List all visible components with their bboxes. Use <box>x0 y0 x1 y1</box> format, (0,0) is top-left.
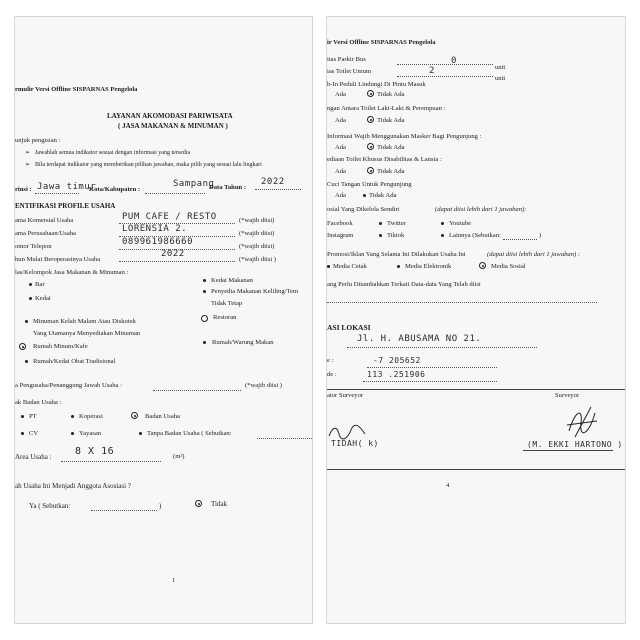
bullet-icon <box>71 432 74 435</box>
year-label: Data Tahun : <box>209 184 247 191</box>
promo-option[interactable]: Media Cetak <box>333 263 367 270</box>
category-option[interactable]: Restoran <box>213 314 237 321</box>
toilet-value: 2 <box>429 66 435 76</box>
option-tidak-ada[interactable]: Tidak Ada <box>369 192 397 199</box>
section-divider <box>327 389 626 390</box>
form-title: LAYANAN AKOMODASI PARIWISATA <box>107 112 233 120</box>
latitude-line <box>367 367 497 368</box>
category-option-cont: Tidak Tetap <box>211 300 243 307</box>
option-ada[interactable]: Ada <box>335 91 346 98</box>
verifier-label: ator Surveyor <box>327 392 364 399</box>
option-ada[interactable]: Ada <box>335 144 346 151</box>
selected-circle-icon[interactable] <box>479 262 486 269</box>
field-note: (*wajib diisi) <box>239 243 275 250</box>
parking-line <box>397 64 493 65</box>
category-option[interactable]: Kedai Makanan <box>211 277 253 284</box>
form-page-right <box>326 16 626 624</box>
longitude-value: 113 .251906 <box>367 370 426 379</box>
instruction-label: unjuk pengisian : <box>15 137 61 144</box>
latitude-label: e : <box>327 357 334 364</box>
legal-option[interactable]: Koperasi <box>79 413 103 420</box>
bullet-icon <box>21 415 24 418</box>
parking-unit: unit <box>495 64 506 71</box>
category-option[interactable]: Rumah Minum/Kafe <box>33 343 88 350</box>
field-label: ama Komersial Usaha <box>15 217 74 224</box>
assoc-yes-line <box>91 510 157 511</box>
social-other-close: ) <box>539 232 542 239</box>
gender-toilet-label: ngan Antara Toilet Laki-Laki & Perempuan : <box>327 105 446 112</box>
option-tidak-ada[interactable]: Tidak Ada <box>377 91 405 98</box>
option-tidak-ada[interactable]: Tidak Ada <box>377 168 405 175</box>
social-note: (dapat diisi lebih dari 1 jawaban): <box>435 206 527 213</box>
arrow-icon: ➢ <box>25 162 31 168</box>
surveyor-name: (M. EKKI HARTONO ) <box>527 440 623 449</box>
parking-label: itas Parkir Bus <box>327 56 366 63</box>
field-label: ama Perusahaan/Usaha <box>15 230 76 237</box>
bullet-icon <box>379 222 382 225</box>
toilet-label: ias Toilet Umum <box>327 68 372 75</box>
legal-other-line <box>257 438 312 439</box>
selected-circle-icon[interactable] <box>19 343 26 350</box>
disab-toilet-label: ediaan Toilet Khusus Disabilitas & Lansia : <box>327 156 442 163</box>
legal-option[interactable]: PT <box>29 413 37 420</box>
mask-info-label: Informasi Wajib Menggunakan Masker Bagi Pengunjung : <box>327 133 482 140</box>
selected-circle-icon[interactable] <box>367 90 374 97</box>
field-value: 2022 <box>161 249 185 259</box>
bullet-icon <box>203 279 206 282</box>
assoc-no-option[interactable]: Tidak <box>211 500 228 508</box>
option-ada[interactable]: Ada <box>335 168 346 175</box>
social-option[interactable]: Instagram <box>327 232 354 239</box>
legal-option[interactable]: Badan Usaha <box>145 413 180 420</box>
bullet-icon <box>327 265 330 268</box>
field-label: omor Telepon <box>15 243 52 250</box>
field-note: (*wajib diisi ) <box>239 256 276 263</box>
promo-note: (dapat diisi lebih dari 1 jawaban) : <box>487 251 581 258</box>
bullet-icon <box>29 297 32 300</box>
surveyor-signature <box>561 401 601 441</box>
bullet-icon <box>29 283 32 286</box>
latitude-value: -7 205652 <box>373 356 421 365</box>
bullet-icon <box>21 432 24 435</box>
selected-circle-icon[interactable] <box>367 116 374 123</box>
social-option[interactable]: Facebook <box>327 220 353 227</box>
selected-circle-icon[interactable] <box>195 500 202 507</box>
bullet-icon <box>379 234 382 237</box>
surveyor-name-line <box>523 450 613 451</box>
circle-icon[interactable] <box>201 315 208 322</box>
update-line <box>327 302 597 303</box>
address-line <box>347 347 537 348</box>
manager-note: (*wajib diisi ) <box>245 382 282 389</box>
instruction-1: Jawablah semua indikator sesuai dengan informasi yang tersedia <box>35 150 191 156</box>
social-label: osial Yang Dikelola Sendiri <box>327 206 400 213</box>
field-value: LORENSIA 2. <box>122 224 188 234</box>
address-value: Jl. H. ABUSAMA NO 21. <box>357 334 482 344</box>
option-tidak-ada[interactable]: Tidak Ada <box>377 117 405 124</box>
promo-label: Promosi/Iklan Yang Selama Ini Dilakukan Usaha Ini <box>327 251 466 258</box>
assoc-yes-option[interactable]: Ya ( Sebutkan: <box>29 502 71 510</box>
area-line <box>61 461 161 462</box>
arrow-icon: ➢ <box>25 150 31 156</box>
area-unit: (m²) <box>173 453 185 460</box>
field-value: 089961986660 <box>122 237 194 247</box>
city-value: Sampang <box>173 179 215 189</box>
legal-option[interactable]: Yayasan <box>79 430 102 437</box>
year-line <box>255 189 301 190</box>
field-value: PUM CAFE / RESTO <box>122 212 217 222</box>
toilet-line <box>397 76 493 77</box>
category-option[interactable]: Rumah/Warung Makan <box>212 339 274 346</box>
city-line <box>145 193 205 194</box>
assoc-question: ah Usaha Ini Menjadi Anggota Asosiasi ? <box>15 482 131 490</box>
bullet-icon <box>363 194 366 197</box>
bullet-icon <box>139 432 142 435</box>
bottom-rule <box>327 469 626 470</box>
update-label: ang Perlu Ditambahkan Terkait Data-data Yang Telah diisi <box>327 281 481 288</box>
bullet-icon <box>203 341 206 344</box>
option-ada[interactable]: Ada <box>335 117 346 124</box>
bullet-icon <box>25 320 28 323</box>
manager-line <box>153 390 241 391</box>
social-option[interactable]: Lainnya (Sebutkan: <box>449 232 501 239</box>
social-option[interactable]: Twitter <box>387 220 406 227</box>
toilet-unit: unit <box>495 75 506 82</box>
option-tidak-ada[interactable]: Tidak Ada <box>377 144 405 151</box>
bullet-icon <box>441 234 444 237</box>
bullet-icon <box>25 360 28 363</box>
legal-label: ak Badan Usaha : <box>15 399 62 406</box>
bullet-icon <box>71 415 74 418</box>
section-profile: ENTIFIKASI PROFILE USAHA <box>15 202 116 210</box>
form-header: rmulir Versi Offline SISPARNAS Pengelola <box>15 86 138 93</box>
surveyor-label: Surveyor <box>555 392 580 399</box>
selected-circle-icon[interactable] <box>367 167 374 174</box>
province-value: Jawa timur <box>37 182 97 192</box>
promo-option[interactable]: Media Sosial <box>491 263 526 270</box>
legal-option[interactable]: Tanpa Badan Usaha ( Sebutkan: <box>147 430 232 437</box>
parking-value: 0 <box>451 56 457 66</box>
social-option[interactable]: Youtube <box>449 220 472 227</box>
field-line <box>119 261 235 262</box>
field-note: (*wajib diisi) <box>239 230 275 237</box>
instruction-2: Bila terdapat indikator yang memberikan pilihan jawaban, maka pilih yang sesuai lalu lingkari <box>35 162 262 168</box>
city-label: Kota/Kabupaten : <box>89 186 141 193</box>
area-label: Area Usaha : <box>15 453 52 461</box>
pedulilindungi-label: h-In Peduli Lindungi Di Pintu Masuk <box>327 81 426 88</box>
area-value: 8 X 16 <box>75 446 115 457</box>
page-number: 1 <box>172 577 176 584</box>
category-label: las/Kelompok Jasa Makanan & Minuman : <box>15 269 129 276</box>
province-label: rinsi : <box>15 186 32 193</box>
option-ada[interactable]: Ada <box>335 192 346 199</box>
category-option[interactable]: Kedai <box>35 295 51 302</box>
location-section: ASI LOKASI <box>327 323 371 332</box>
handwash-label: Cuci Tangan Untuk Pengunjung <box>327 181 412 188</box>
bullet-icon <box>203 290 206 293</box>
social-option[interactable]: Tiktok <box>387 232 405 239</box>
assoc-yes-close: ) <box>159 502 162 510</box>
manager-label: a Pengusaha/Penanggung Jawab Usaha : <box>15 382 122 389</box>
form-subtitle: ( JASA MAKANAN & MINUMAN ) <box>118 122 228 130</box>
selected-circle-icon[interactable] <box>367 143 374 150</box>
category-option[interactable]: Minuman Kelab Malam Atau Diskotek <box>33 318 136 325</box>
longitude-label: de : <box>327 371 337 378</box>
selected-circle-icon[interactable] <box>131 412 138 419</box>
page-number: 4 <box>446 482 450 489</box>
promo-option[interactable]: Media Elektronik <box>405 263 452 270</box>
longitude-line <box>363 381 497 382</box>
category-option-cont: Yang Utamanya Menyediakan Minuman <box>33 330 141 337</box>
province-line <box>35 193 79 194</box>
category-option[interactable]: Bar <box>35 281 45 288</box>
field-note: (*wajib diisi) <box>239 217 275 224</box>
form-page-left <box>14 16 313 624</box>
bullet-icon <box>397 265 400 268</box>
social-other-line <box>503 239 537 240</box>
category-option[interactable]: Penyedia Makanan Keliling/Tem <box>211 288 299 295</box>
field-label: hun Mulai Beroperasinya Usaha <box>15 256 101 263</box>
year-value: 2022 <box>261 177 285 187</box>
verifier-name: TIDAH( k) <box>331 439 379 448</box>
category-option[interactable]: Rumah/Kedai Obat Tradisional <box>33 358 116 365</box>
bullet-icon <box>441 222 444 225</box>
form-header: ir Versi Offline SISPARNAS Pengelola <box>327 39 436 46</box>
legal-option[interactable]: CV <box>29 430 39 437</box>
